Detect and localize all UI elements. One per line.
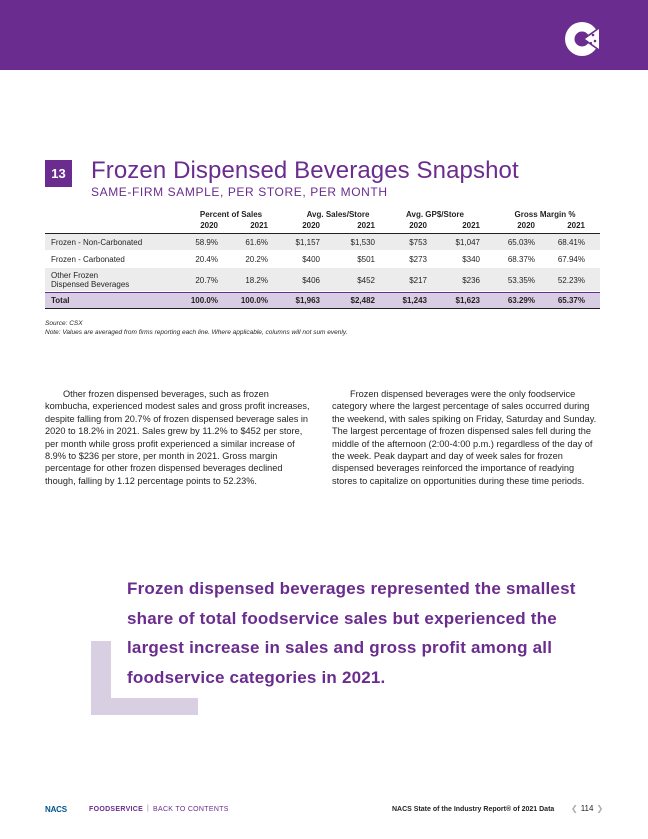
table-cell: $753	[409, 238, 427, 247]
ring-pizza-logo	[562, 19, 602, 59]
body-column-left	[45, 388, 311, 487]
report-title: NACS State of the Industry Report® of 2021 Data	[392, 806, 555, 813]
table-cell: $1,963	[295, 296, 320, 305]
table-cell: 58.9%	[195, 238, 218, 247]
row-label: Total	[51, 296, 70, 305]
table-row-total	[45, 292, 600, 309]
table-cell: $1,157	[295, 238, 320, 247]
table-cell: 61.6%	[245, 238, 268, 247]
source-note: Source: CSX	[45, 320, 83, 327]
table-cell: 65.03%	[507, 238, 535, 247]
table-cell: $217	[409, 276, 427, 285]
table-row	[45, 268, 600, 292]
table-cell: 20.4%	[195, 255, 218, 264]
row-label: Dispensed Beverages	[51, 280, 130, 289]
table-cell: 100.0%	[190, 296, 218, 305]
nacs-logo[interactable]: NACS	[45, 805, 67, 814]
table-cell: $2,482	[350, 296, 375, 305]
table-cell: 68.41%	[557, 238, 585, 247]
year-header: 2021	[462, 221, 480, 230]
row-label: Frozen - Non-Carbonated	[51, 238, 143, 247]
table-cell: $406	[302, 276, 320, 285]
body-paragraph: Frozen dispensed beverages were the only foodservice category where the largest percentage of sales occurred during the weekend, with sales spiking on Friday, Saturday and Sunday. The largest percentage of frozen dispensed sales fell during the middle of the afternoon (2:00-4:00 p.m.) regardless of the day of the week. Peak daypart and day of week sales for frozen dispensed beverages reinforced the importance of readying stores to capitalize on opportunities during these time periods.	[332, 389, 597, 486]
figure-subtitle: SAME-FIRM SAMPLE, PER STORE, PER MONTH	[91, 185, 388, 199]
table-cell: 68.37%	[507, 255, 535, 264]
group-avg-sales: Avg. Sales/Store	[306, 210, 370, 219]
method-note: Note: Values are averaged from firms reporting each line. Where applicable, columns will not sum evenly.	[45, 329, 348, 336]
group-percent-of-sales: Percent of Sales	[199, 210, 263, 219]
table-cell: $1,623	[455, 296, 480, 305]
table-cell: 20.7%	[195, 276, 218, 285]
header-band	[0, 0, 648, 70]
table-cell: $400	[302, 255, 320, 264]
table-row	[45, 251, 600, 268]
table-cell: $452	[357, 276, 375, 285]
table-cell: 18.2%	[245, 276, 268, 285]
table-cell: 52.23%	[557, 276, 585, 285]
back-to-contents-link[interactable]: BACK TO CONTENTS	[153, 806, 229, 813]
group-gross-margin: Gross Margin %	[514, 210, 576, 219]
figure-number: 13	[45, 160, 72, 187]
row-label: Other Frozen	[51, 271, 99, 280]
section-label: FOODSERVICE	[89, 806, 144, 813]
year-header: 2020	[200, 221, 218, 230]
table-group-header	[45, 210, 600, 221]
table-cell: $236	[462, 276, 480, 285]
table-cell: $501	[357, 255, 375, 264]
table-cell: $273	[409, 255, 427, 264]
table-cell: 53.35%	[507, 276, 535, 285]
figure-title: Frozen Dispensed Beverages Snapshot	[91, 157, 519, 184]
pull-quote: Frozen dispensed beverages represented the smallest share of total foodservice sales but experienced the largest increase in sales and gross profit among all foodservice categories in 2021.	[127, 579, 576, 687]
row-label: Frozen - Carbonated	[51, 255, 125, 264]
table-cell: $1,530	[350, 238, 375, 247]
year-header: 2021	[567, 221, 585, 230]
year-header: 2021	[250, 221, 268, 230]
table-year-header	[45, 221, 600, 234]
next-page-icon[interactable]: ❯	[596, 804, 604, 813]
quote-bracket	[91, 698, 198, 715]
table-cell: 65.37%	[557, 296, 585, 305]
table-cell: 67.94%	[557, 255, 585, 264]
footer	[0, 802, 648, 818]
page-navigator	[571, 804, 603, 813]
year-header: 2020	[302, 221, 320, 230]
year-header: 2020	[517, 221, 535, 230]
year-header: 2020	[409, 221, 427, 230]
table-cell: 63.29%	[507, 296, 535, 305]
body-column-right	[332, 388, 598, 487]
table-notes	[45, 319, 347, 337]
body-paragraph: Other frozen dispensed beverages, such as frozen kombucha, experienced modest sales and gross profit increases, despite falling from 20.7% of frozen dispensed beverage sales in 2020 to 18.2% in 2021. Sales grew by 11.2% to $452 per store, per month while gross profit experienced a similar increase of 8.9% to $236 per store, per month in 2021. Gross margin percentage for other frozen dispensed beverages declined though, falling by 1.12 percentage points to 52.23%.	[45, 389, 310, 486]
table-cell: $340	[462, 255, 480, 264]
snapshot-table	[45, 210, 600, 309]
table-cell: 100.0%	[240, 296, 268, 305]
prev-page-icon[interactable]: ❮	[571, 804, 578, 813]
table-cell: $1,243	[402, 296, 427, 305]
footer-separator: |	[147, 805, 149, 812]
table-row	[45, 234, 600, 251]
table-cell: $1,047	[455, 238, 480, 247]
table-cell: 20.2%	[245, 255, 268, 264]
year-header: 2021	[357, 221, 375, 230]
page-number: 114	[580, 804, 594, 813]
group-avg-gp: Avg. GP$/Store	[406, 210, 464, 219]
